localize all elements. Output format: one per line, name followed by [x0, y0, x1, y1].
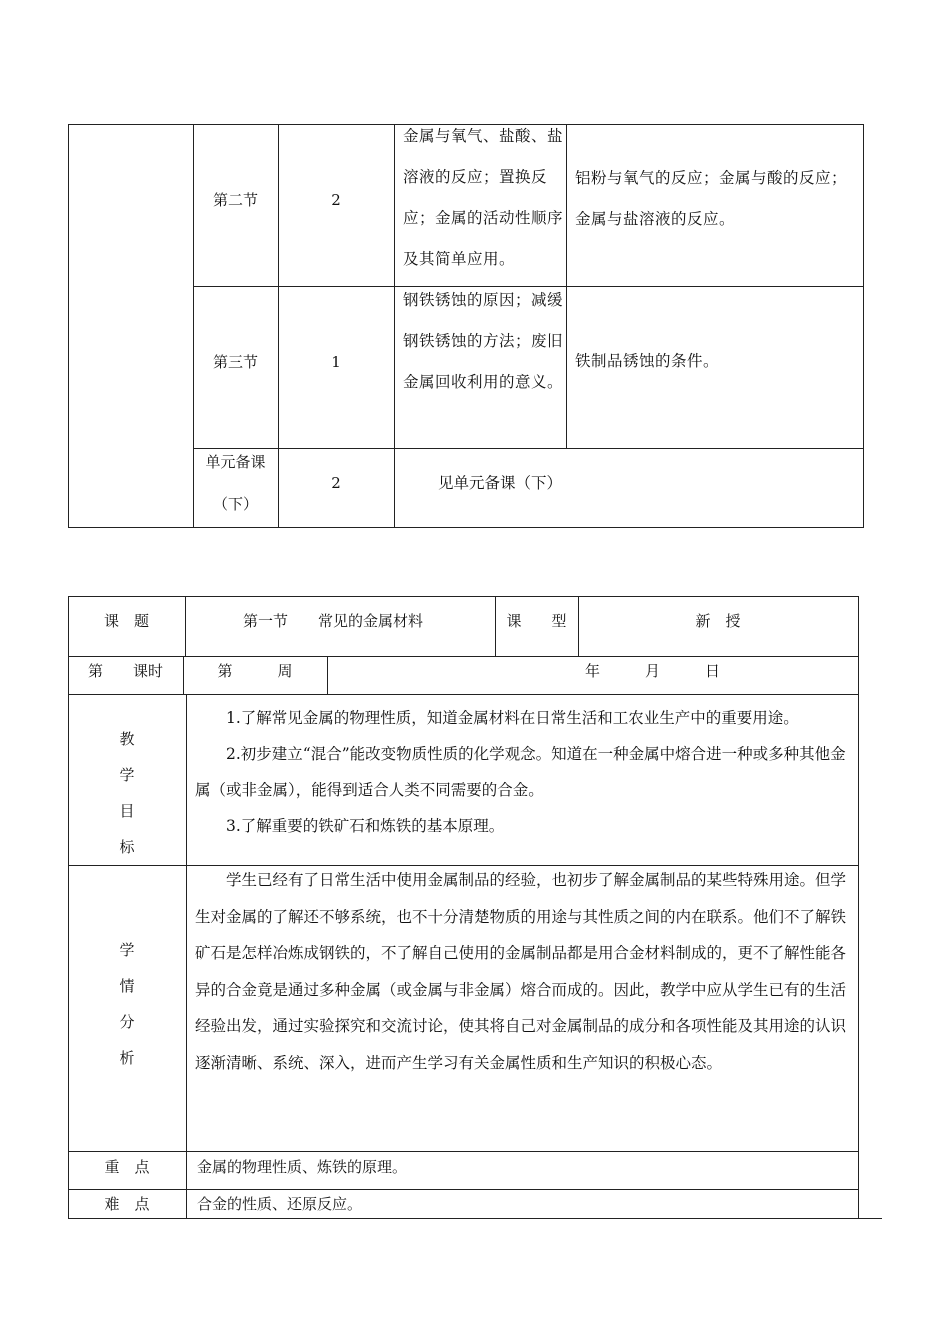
week-label: 第 周	[217, 662, 293, 680]
experiment-cell: 铝粉与氧气的反应；金属与酸的反应；金属与盐溶液的反应。	[575, 169, 848, 228]
goals-label-char: 标	[119, 838, 135, 856]
goals-text	[195, 700, 851, 844]
goals-label-char: 学	[119, 766, 135, 784]
analysis-label-char: 情	[119, 977, 135, 995]
analysis-label	[68, 932, 186, 1076]
analysis-text	[195, 862, 851, 1081]
type-value: 新 授	[695, 612, 741, 630]
topic-value: 第一节 常见的金属材料	[243, 612, 424, 630]
content-cell: 金属与氧气、盐酸、盐溶液的反应；置换反应；金属的活动性顺序及其简单应用。	[403, 127, 564, 268]
analysis-label-char: 分	[119, 1013, 135, 1031]
difficult-label: 难 点	[104, 1195, 150, 1213]
goals-label-char: 教	[119, 730, 135, 748]
topic-label: 课 题	[103, 612, 149, 630]
type-label: 课 型	[506, 612, 567, 630]
analysis-label-char: 析	[119, 1049, 135, 1067]
goals-label-char: 目	[119, 802, 135, 820]
hours-cell: 1	[331, 353, 341, 371]
content-cell: 钢铁锈蚀的原因；减缓钢铁锈蚀的方法；废旧金属回收利用的意义。	[403, 291, 564, 391]
analysis-label-char: 学	[119, 941, 135, 959]
section-cell: 第二节	[212, 191, 258, 209]
goals-label	[68, 721, 186, 865]
difficult-value: 合金的性质、还原反应。	[197, 1195, 363, 1213]
hours-cell: 2	[331, 474, 341, 492]
goal-item: 3.了解重要的铁矿石和炼铁的基本原理。	[226, 817, 505, 835]
key-value: 金属的物理性质、炼铁的原理。	[197, 1158, 408, 1176]
date-label: 年 月 日	[584, 662, 720, 680]
section-cell: 单元备课	[205, 453, 266, 471]
goal-item: 2.初步建立“混合”能改变物质性质的化学观念。知道在一种金属中熔合进一种或多种其他金属（或非金属），能得到适合人类不同需要的合金。	[195, 745, 846, 799]
goal-item: 1.了解常见金属的物理性质，知道金属材料在日常生活和工农业生产中的重要用途。	[226, 709, 799, 727]
period-label: 第 课时	[87, 662, 163, 680]
hours-cell: 2	[331, 191, 341, 209]
content-cell: 见单元备课（下）	[438, 474, 563, 492]
analysis-paragraph: 学生已经有了日常生活中使用金属制品的经验，也初步了解金属制品的某些特殊用途。但学生对金属的了解还不够系统，也不十分清楚物质的用途与其性质之间的内在联系。他们不了解铁矿石是怎样冶炼成钢铁的，不了解自己使用的金属制品都是用合金材料制成的，更不了解性能各异的合金竟是通过多种金属（或金属与非金属）熔合而成的。因此，教学中应从学生已有的生活经验出发，通过实验探究和交流讨论，使其将自己对金属制品的成分和各项性能及其用途的认识逐渐清晰、系统、深入，进而产生学习有关金属性质和生产知识的积极心态。	[195, 871, 847, 1072]
key-label: 重 点	[104, 1158, 150, 1176]
section-cell: （下）	[212, 495, 258, 513]
experiment-cell: 铁制品锈蚀的条件。	[575, 352, 720, 370]
section-cell: 第三节	[212, 353, 258, 371]
